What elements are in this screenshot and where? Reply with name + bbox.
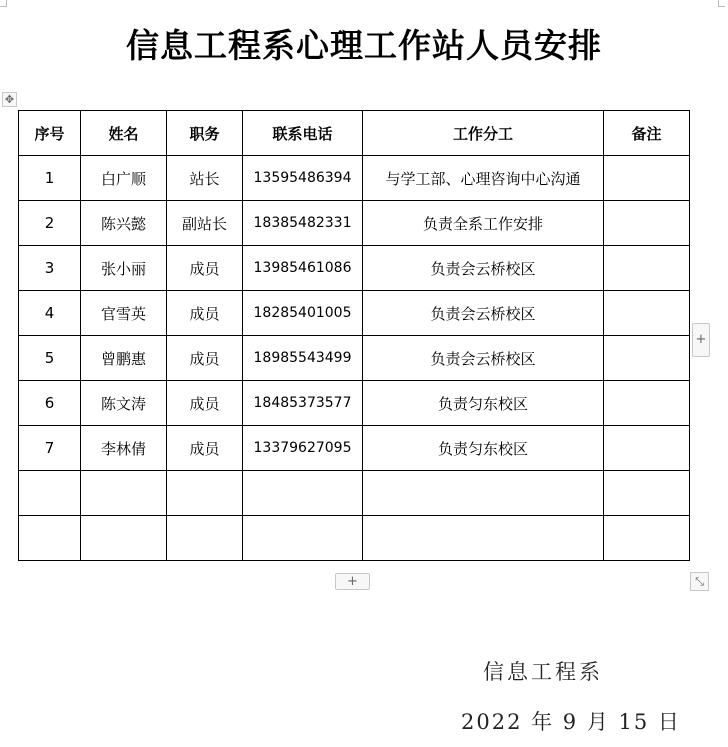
header-cell[interactable]: 职务 bbox=[167, 111, 243, 156]
table-cell[interactable]: 张小丽 bbox=[81, 246, 167, 291]
table-cell[interactable]: 7 bbox=[19, 426, 81, 471]
table-cell[interactable]: 负责会云桥校区 bbox=[363, 336, 604, 381]
table-cell[interactable] bbox=[604, 426, 690, 471]
table-cell[interactable] bbox=[604, 336, 690, 381]
table-cell[interactable] bbox=[19, 471, 81, 516]
table-cell[interactable] bbox=[81, 471, 167, 516]
table-cell[interactable] bbox=[19, 516, 81, 561]
table-cell[interactable]: 1 bbox=[19, 156, 81, 201]
header-cell[interactable]: 联系电话 bbox=[243, 111, 363, 156]
table-cell[interactable]: 4 bbox=[19, 291, 81, 336]
plus-icon[interactable]: + bbox=[335, 573, 370, 590]
table-cell[interactable] bbox=[167, 471, 243, 516]
header-cell[interactable]: 姓名 bbox=[81, 111, 167, 156]
table-cell[interactable] bbox=[243, 471, 363, 516]
table-cell[interactable]: 负责全系工作安排 bbox=[363, 201, 604, 246]
header-cell[interactable]: 工作分工 bbox=[363, 111, 604, 156]
staff-table bbox=[18, 110, 690, 561]
table-cell[interactable]: 与学工部、心理咨询中心沟通 bbox=[363, 156, 604, 201]
table-cell[interactable] bbox=[243, 516, 363, 561]
table-cell[interactable] bbox=[604, 201, 690, 246]
table-cell[interactable]: 负责匀东校区 bbox=[363, 381, 604, 426]
table-cell[interactable]: 成员 bbox=[167, 336, 243, 381]
table-cell[interactable] bbox=[81, 516, 167, 561]
table-cell[interactable]: 陈兴懿 bbox=[81, 201, 167, 246]
table-cell[interactable]: 18385482331 bbox=[243, 201, 363, 246]
table-header-row bbox=[19, 111, 690, 156]
table-row bbox=[19, 471, 690, 516]
table-cell[interactable]: 13379627095 bbox=[243, 426, 363, 471]
table-cell[interactable]: 2 bbox=[19, 201, 81, 246]
table-cell[interactable]: 成员 bbox=[167, 426, 243, 471]
table-row bbox=[19, 336, 690, 381]
table-cell[interactable]: 官雪英 bbox=[81, 291, 167, 336]
table-row bbox=[19, 291, 690, 336]
table-cell[interactable] bbox=[363, 516, 604, 561]
table-cell[interactable] bbox=[604, 471, 690, 516]
table-cell[interactable]: 白广顺 bbox=[81, 156, 167, 201]
table-cell[interactable] bbox=[604, 291, 690, 336]
table-row bbox=[19, 381, 690, 426]
table-cell[interactable]: 曾鹏惠 bbox=[81, 336, 167, 381]
resize-icon[interactable]: ⤡ bbox=[690, 572, 709, 591]
table-cell[interactable]: 成员 bbox=[167, 291, 243, 336]
table-cell[interactable] bbox=[363, 471, 604, 516]
table-cell[interactable]: 负责匀东校区 bbox=[363, 426, 604, 471]
table-row bbox=[19, 246, 690, 291]
table-cell[interactable]: 18485373577 bbox=[243, 381, 363, 426]
page-corner-mark bbox=[718, 0, 725, 7]
table-cell[interactable]: 成员 bbox=[167, 246, 243, 291]
table-row bbox=[19, 426, 690, 471]
header-cell[interactable]: 备注 bbox=[604, 111, 690, 156]
table-row bbox=[19, 516, 690, 561]
table-cell[interactable]: 5 bbox=[19, 336, 81, 381]
plus-icon[interactable]: + bbox=[692, 323, 710, 357]
table-cell[interactable] bbox=[604, 156, 690, 201]
table-cell[interactable] bbox=[604, 246, 690, 291]
table-cell[interactable]: 18985543499 bbox=[243, 336, 363, 381]
table-row bbox=[19, 201, 690, 246]
signature: 信息工程系 bbox=[483, 660, 603, 684]
header-cell[interactable]: 序号 bbox=[19, 111, 81, 156]
table-cell[interactable]: 成员 bbox=[167, 381, 243, 426]
table-cell[interactable]: 站长 bbox=[167, 156, 243, 201]
table-cell[interactable] bbox=[167, 516, 243, 561]
table-cell[interactable]: 13985461086 bbox=[243, 246, 363, 291]
page-title: 信息工程系心理工作站人员安排 bbox=[126, 26, 602, 65]
table-cell[interactable]: 13595486394 bbox=[243, 156, 363, 201]
date: 2022 年 9 月 15 日 bbox=[461, 710, 681, 734]
table-cell[interactable]: 18285401005 bbox=[243, 291, 363, 336]
table-cell[interactable]: 3 bbox=[19, 246, 81, 291]
table-cell[interactable] bbox=[604, 516, 690, 561]
move-icon[interactable]: ✥ bbox=[2, 92, 17, 107]
table-cell[interactable]: 负责会云桥校区 bbox=[363, 291, 604, 336]
table-row bbox=[19, 156, 690, 201]
table-cell[interactable]: 李林倩 bbox=[81, 426, 167, 471]
page-corner-mark bbox=[0, 0, 7, 7]
table-cell[interactable]: 6 bbox=[19, 381, 81, 426]
table-cell[interactable]: 副站长 bbox=[167, 201, 243, 246]
table-cell[interactable]: 负责会云桥校区 bbox=[363, 246, 604, 291]
table-cell[interactable]: 陈文涛 bbox=[81, 381, 167, 426]
table-cell[interactable] bbox=[604, 381, 690, 426]
